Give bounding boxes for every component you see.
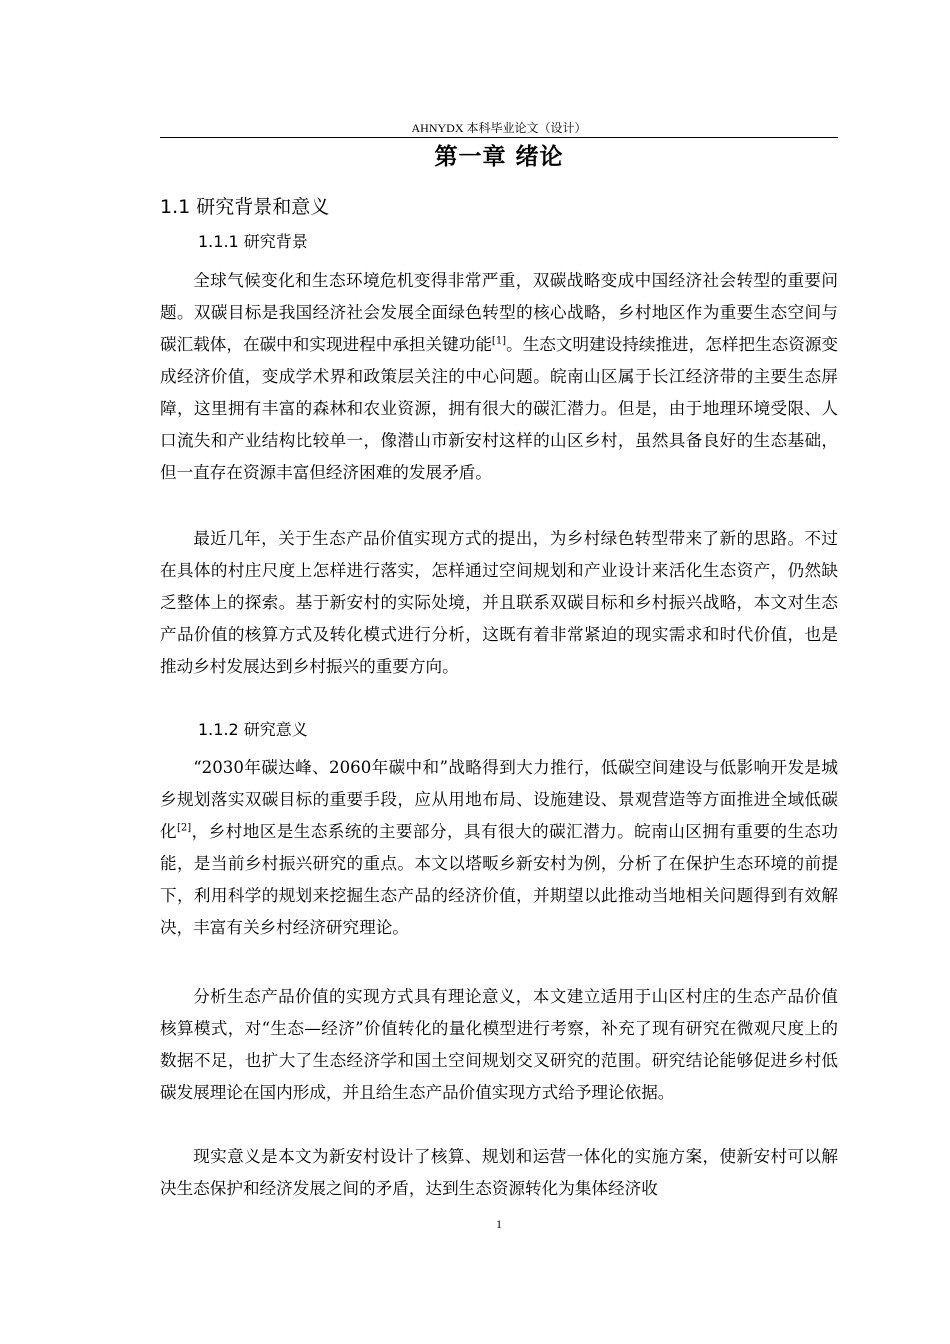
paragraph-text: “2030年碳达峰、2060年碳中和”战略得到大力推行，低碳空间建设与低影响开发是城乡规划落实双碳目标的重要手段，应从用地布局、设施建设、景观营造等方面推进全域低碳化 bbox=[160, 758, 838, 841]
chapter-title: 第一章 绪论 bbox=[434, 144, 564, 170]
subsection-heading-1-1-1: 1.1.1 研究背景 bbox=[198, 232, 308, 251]
paragraph-significance-3: 现实意义是本文为新安村设计了核算、规划和运营一体化的实施方案，使新安村可以解决生态保护和经济发展之间的矛盾，达到生态资源转化为集体经济收 bbox=[160, 1147, 838, 1198]
paragraph-text: ，乡村地区是生态系统的主要部分，具有很大的碳汇潜力。皖南山区拥有重要的生态功能，是当前乡村振兴研究的重点。本文以塔畈乡新安村为例，分析了在保护生态环境的前提下，利用科学的规划来挖掘生态产品的经济价值，并期望以此推动当地相关问题得到有效解决，丰富有关乡村经济研究理论。 bbox=[160, 822, 839, 937]
header-rule bbox=[160, 137, 838, 138]
paragraph-text: 全球气候变化和生态环境危机变得非常严重，双碳战略变成中国经济社会转型的重要问题。双碳目标是我国经济社会发展全面绿色转型的核心战略，乡村地区作为重要生态空间与碳汇载体，在碳中和实现进程中承担关键功能 bbox=[160, 271, 838, 354]
paragraph-background-1 bbox=[160, 265, 838, 489]
paragraph-text: 。生态文明建设持续推进，怎样把生态资源变成经济价值，变成学术界和政策层关注的中心问题。皖南山区属于长江经济带的主要生态屏障，这里拥有丰富的森林和农业资源，拥有很大的碳汇潜力。但是，由于地理环境受限、人口流失和产业结构比较单一，像潜山市新安村这样的山区乡村，虽然具备良好的生态基础，但一直存在资源丰富但经济困难的发展矛盾。 bbox=[160, 335, 839, 482]
paragraph-background-2: 最近几年，关于生态产品价值实现方式的提出，为乡村绿色转型带来了新的思路。不过在具体的村庄尺度上怎样进行落实，怎样通过空间规划和产业设计来活化生态资产，仍然缺乏整体上的探索。基于新安村的实际处境，并且联系双碳目标和乡村振兴战略，本文对生态产品价值的核算方式及转化模式进行分析，这既有着非常紧迫的现实需求和时代价值，也是推动乡村发展达到乡村振兴的重要方向。 bbox=[160, 529, 838, 676]
section-heading-1-1: 1.1 研究背景和意义 bbox=[160, 196, 330, 218]
citation-ref-1[interactable]: [1] bbox=[491, 335, 507, 347]
page-number: 1 bbox=[496, 1217, 502, 1231]
running-header: AHNYDX 本科毕业论文（设计） bbox=[411, 121, 587, 135]
citation-ref-2[interactable]: [2] bbox=[177, 822, 192, 834]
paragraph-significance-1 bbox=[160, 752, 838, 944]
paragraph-significance-2: 分析生态产品价值的实现方式具有理论意义，本文建立适用于山区村庄的生态产品价值核算模式，对“生态—经济”价值转化的量化模型进行考察，补充了现有研究在微观尺度上的数据不足，也扩大了生态经济学和国土空间规划交叉研究的范围。研究结论能够促进乡村低碳发展理论在国内形成，并且给生态产品价值实现方式给予理论依据。 bbox=[160, 987, 838, 1102]
subsection-heading-1-1-2: 1.1.2 研究意义 bbox=[198, 720, 308, 739]
